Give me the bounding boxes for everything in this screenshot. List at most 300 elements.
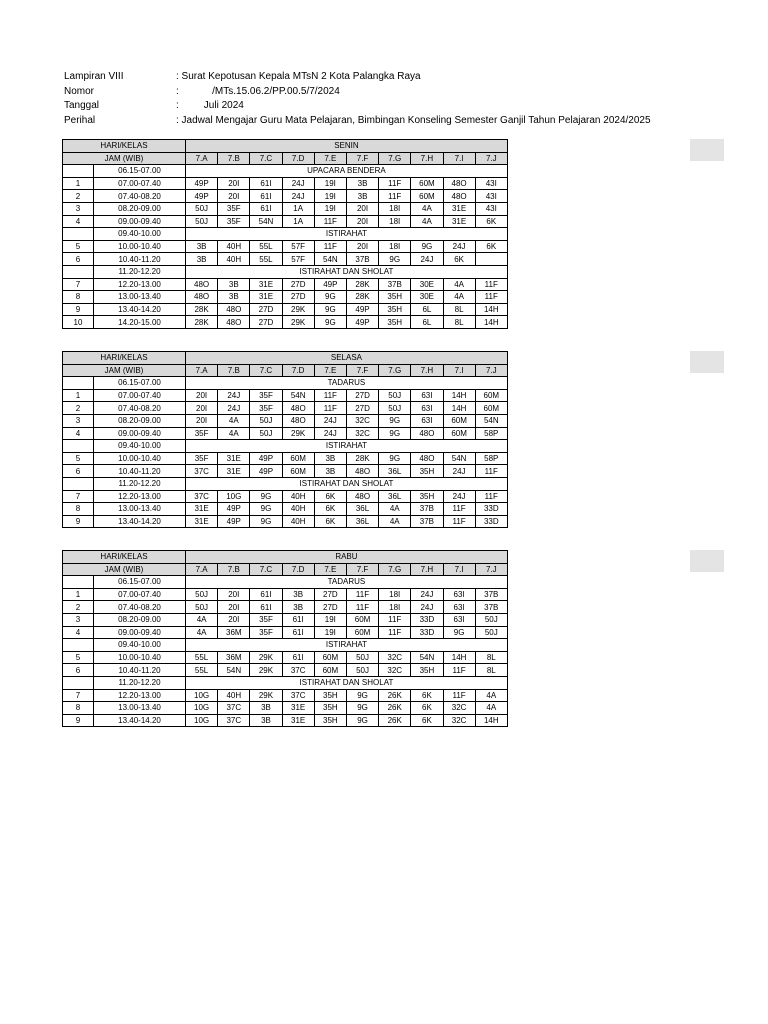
teacher-code-cell: 35H	[379, 303, 411, 316]
period-number-cell: 2	[63, 402, 94, 415]
teacher-code-cell: 11F	[314, 215, 346, 228]
header-row-day	[63, 352, 508, 365]
header-value: : Surat Kepotusan Kepala MTsN 2 Kota Palangka Raya	[176, 71, 421, 82]
teacher-code-cell: 20I	[346, 240, 378, 253]
header-row-classes	[63, 364, 508, 377]
teacher-code-cell: 24J	[411, 253, 443, 266]
teacher-code-cell: 54N	[411, 651, 443, 664]
period-number-cell: 9	[63, 714, 94, 727]
class-header-cell: 7.E	[314, 364, 346, 377]
activity-label-cell: ISTIRAHAT	[186, 440, 508, 453]
teacher-code-cell: 31E	[250, 278, 282, 291]
teacher-code-cell: 61I	[250, 202, 282, 215]
period-row	[63, 714, 508, 727]
hari-kelas-cell: HARI/KELAS	[63, 140, 186, 153]
teacher-code-cell: 6K	[411, 702, 443, 715]
teacher-code-cell: 55L	[186, 664, 218, 677]
teacher-code-cell: 40H	[218, 253, 250, 266]
document-header	[64, 70, 651, 128]
teacher-code-cell: 10G	[186, 689, 218, 702]
teacher-code-cell: 33D	[475, 515, 507, 528]
teacher-code-cell: 11F	[379, 177, 411, 190]
teacher-code-cell: 3B	[346, 177, 378, 190]
class-header-cell: 7.H	[411, 364, 443, 377]
teacher-code-cell: 4A	[475, 702, 507, 715]
teacher-code-cell: 50J	[475, 613, 507, 626]
activity-label-cell: TADARUS	[186, 377, 508, 390]
period-number-cell: 7	[63, 490, 94, 503]
class-header-cell: 7.J	[475, 563, 507, 576]
teacher-code-cell: 48O	[218, 316, 250, 329]
teacher-code-cell: 37C	[282, 689, 314, 702]
teacher-code-cell: 28K	[346, 278, 378, 291]
teacher-code-cell: 8L	[475, 664, 507, 677]
teacher-code-cell: 43I	[475, 177, 507, 190]
header-shade	[690, 351, 724, 373]
break-row	[63, 639, 508, 652]
teacher-code-cell: 61I	[282, 613, 314, 626]
time-cell: 13.00-13.40	[94, 291, 186, 304]
class-header-cell: 7.B	[218, 152, 250, 165]
teacher-code-cell: 63I	[411, 389, 443, 402]
teacher-code-cell: 24J	[443, 465, 475, 478]
period-row	[63, 202, 508, 215]
teacher-code-cell: 20I	[218, 190, 250, 203]
teacher-code-cell: 55L	[186, 651, 218, 664]
teacher-code-cell: 6K	[314, 515, 346, 528]
teacher-code-cell: 37B	[411, 515, 443, 528]
teacher-code-cell: 60M	[475, 402, 507, 415]
teacher-code-cell: 43I	[475, 202, 507, 215]
time-cell: 07.40-08.20	[94, 601, 186, 614]
teacher-code-cell: 4A	[218, 414, 250, 427]
period-row	[63, 402, 508, 415]
teacher-code-cell: 35F	[250, 613, 282, 626]
period-number-cell: 1	[63, 588, 94, 601]
teacher-code-cell: 24J	[218, 402, 250, 415]
teacher-code-cell: 20I	[186, 402, 218, 415]
teacher-code-cell: 9G	[379, 427, 411, 440]
teacher-code-cell: 9G	[411, 240, 443, 253]
teacher-code-cell: 49P	[346, 303, 378, 316]
schedule-table-class7	[62, 351, 508, 528]
teacher-code-cell: 14H	[475, 714, 507, 727]
class-header-cell: 7.D	[282, 152, 314, 165]
time-cell: 13.00-13.40	[94, 702, 186, 715]
time-cell: 09.40-10.00	[94, 440, 186, 453]
teacher-code-cell: 37C	[282, 664, 314, 677]
teacher-code-cell: 35H	[411, 490, 443, 503]
teacher-code-cell: 37B	[475, 588, 507, 601]
teacher-code-cell: 4A	[186, 613, 218, 626]
teacher-code-cell: 60M	[411, 190, 443, 203]
teacher-code-cell: 31E	[186, 503, 218, 516]
teacher-code-cell: 54N	[218, 664, 250, 677]
period-number-cell: 5	[63, 240, 94, 253]
time-cell: 10.00-10.40	[94, 452, 186, 465]
period-number-cell: 9	[63, 515, 94, 528]
time-cell: 11.20-12.20	[94, 676, 186, 689]
class-header-cell: 7.I	[443, 364, 475, 377]
teacher-code-cell: 37B	[379, 278, 411, 291]
class-header-cell: 7.A	[186, 364, 218, 377]
teacher-code-cell: 63I	[443, 601, 475, 614]
teacher-code-cell: 58P	[475, 452, 507, 465]
teacher-code-cell: 19I	[314, 177, 346, 190]
teacher-code-cell: 36M	[218, 626, 250, 639]
class-header-cell: 7.J	[475, 152, 507, 165]
teacher-code-cell: 31E	[218, 452, 250, 465]
teacher-code-cell: 50J	[379, 402, 411, 415]
class-header-cell: 7.J	[475, 364, 507, 377]
teacher-code-cell: 11F	[443, 689, 475, 702]
teacher-code-cell: 61I	[250, 177, 282, 190]
period-number-cell: 10	[63, 316, 94, 329]
teacher-code-cell: 35F	[218, 215, 250, 228]
time-cell: 13.40-14.20	[94, 515, 186, 528]
teacher-code-cell: 36L	[379, 490, 411, 503]
teacher-code-cell: 54N	[475, 414, 507, 427]
teacher-code-cell: 35H	[314, 689, 346, 702]
header-label: Nomor	[64, 85, 95, 97]
time-cell: 12.20-13.00	[94, 490, 186, 503]
class-header-cell: 7.G	[379, 152, 411, 165]
teacher-code-cell: 24J	[314, 414, 346, 427]
teacher-code-cell: 49P	[218, 503, 250, 516]
period-number-cell: 8	[63, 503, 94, 516]
period-number-cell: 2	[63, 190, 94, 203]
class-header-cell: 7.G	[379, 364, 411, 377]
period-number-cell	[63, 477, 94, 490]
activity-label-cell: ISTIRAHAT	[186, 228, 508, 241]
teacher-code-cell: 11F	[314, 389, 346, 402]
teacher-code-cell: 14H	[443, 651, 475, 664]
teacher-code-cell: 9G	[379, 414, 411, 427]
teacher-code-cell: 40H	[282, 515, 314, 528]
teacher-code-cell: 8L	[443, 303, 475, 316]
period-row	[63, 291, 508, 304]
teacher-code-cell: 4A	[379, 515, 411, 528]
class-header-cell: 7.D	[282, 364, 314, 377]
teacher-code-cell: 6K	[411, 714, 443, 727]
time-cell: 10.00-10.40	[94, 240, 186, 253]
teacher-code-cell: 29K	[250, 689, 282, 702]
period-row	[63, 465, 508, 478]
class-header-cell: 7.E	[314, 563, 346, 576]
period-row	[63, 689, 508, 702]
teacher-code-cell: 19I	[314, 190, 346, 203]
teacher-code-cell: 31E	[218, 465, 250, 478]
teacher-code-cell: 6K	[475, 240, 507, 253]
time-cell: 10.00-10.40	[94, 651, 186, 664]
period-number-cell: 5	[63, 651, 94, 664]
time-cell: 06.15-07.00	[94, 377, 186, 390]
teacher-code-cell: 37C	[186, 490, 218, 503]
teacher-code-cell: 19I	[314, 613, 346, 626]
class-header-cell: 7.C	[250, 563, 282, 576]
time-cell: 10.40-11.20	[94, 465, 186, 478]
teacher-code-cell: 24J	[443, 240, 475, 253]
teacher-code-cell: 35F	[250, 402, 282, 415]
period-number-cell	[63, 639, 94, 652]
teacher-code-cell: 18I	[379, 215, 411, 228]
teacher-code-cell: 6K	[475, 215, 507, 228]
teacher-code-cell: 20I	[218, 613, 250, 626]
teacher-code-cell: 4A	[411, 202, 443, 215]
teacher-code-cell: 57F	[282, 240, 314, 253]
teacher-code-cell: 57F	[282, 253, 314, 266]
period-number-cell: 1	[63, 177, 94, 190]
teacher-code-cell: 32C	[346, 427, 378, 440]
teacher-code-cell: 32C	[379, 651, 411, 664]
teacher-code-cell: 18I	[379, 202, 411, 215]
class-header-cell: 7.H	[411, 152, 443, 165]
teacher-code-cell: 11F	[346, 588, 378, 601]
period-row	[63, 316, 508, 329]
time-cell: 09.40-10.00	[94, 228, 186, 241]
class-header-cell: 7.C	[250, 364, 282, 377]
teacher-code-cell: 37C	[218, 702, 250, 715]
teacher-code-cell: 4A	[218, 427, 250, 440]
teacher-code-cell: 35F	[250, 389, 282, 402]
teacher-code-cell: 28K	[346, 452, 378, 465]
teacher-code-cell: 50J	[250, 414, 282, 427]
period-number-cell: 5	[63, 452, 94, 465]
teacher-code-cell: 48O	[218, 303, 250, 316]
teacher-code-cell: 9G	[379, 253, 411, 266]
header-row-perihal	[64, 114, 651, 129]
teacher-code-cell: 14H	[475, 316, 507, 329]
header-row-classes	[63, 152, 508, 165]
teacher-code-cell: 27D	[250, 303, 282, 316]
teacher-code-cell: 49P	[186, 190, 218, 203]
period-row	[63, 414, 508, 427]
teacher-code-cell: 4A	[443, 291, 475, 304]
class-header-cell: 7.C	[250, 152, 282, 165]
teacher-code-cell: 49P	[314, 278, 346, 291]
teacher-code-cell: 35H	[314, 714, 346, 727]
teacher-code-cell: 30E	[411, 291, 443, 304]
teacher-code-cell: 4A	[186, 626, 218, 639]
class-header-cell: 7.B	[218, 364, 250, 377]
teacher-code-cell: 18I	[379, 588, 411, 601]
time-cell: 09.00-09.40	[94, 626, 186, 639]
teacher-code-cell: 6K	[314, 490, 346, 503]
teacher-code-cell: 9G	[314, 316, 346, 329]
time-cell: 07.00-07.40	[94, 588, 186, 601]
teacher-code-cell: 40H	[282, 503, 314, 516]
teacher-code-cell: 27D	[314, 601, 346, 614]
activity-label-cell: ISTIRAHAT DAN SHOLAT	[186, 477, 508, 490]
teacher-code-cell: 33D	[475, 503, 507, 516]
teacher-code-cell: 61I	[250, 190, 282, 203]
period-row	[63, 253, 508, 266]
teacher-code-cell: 20I	[218, 601, 250, 614]
class-header-cell: 7.F	[346, 152, 378, 165]
header-shade	[690, 550, 724, 572]
period-row	[63, 601, 508, 614]
hari-kelas-cell: HARI/KELAS	[63, 352, 186, 365]
teacher-code-cell: 32C	[443, 702, 475, 715]
time-cell: 09.40-10.00	[94, 639, 186, 652]
teacher-code-cell: 37B	[411, 503, 443, 516]
teacher-code-cell: 60M	[475, 389, 507, 402]
teacher-code-cell: 40H	[282, 490, 314, 503]
teacher-code-cell: 40H	[218, 240, 250, 253]
teacher-code-cell: 32C	[379, 664, 411, 677]
teacher-code-cell: 28K	[346, 291, 378, 304]
time-cell: 07.40-08.20	[94, 402, 186, 415]
teacher-code-cell: 1A	[282, 215, 314, 228]
teacher-code-cell: 29K	[282, 427, 314, 440]
teacher-code-cell: 26K	[379, 689, 411, 702]
period-number-cell: 6	[63, 664, 94, 677]
header-value: : Juli 2024	[176, 100, 244, 111]
teacher-code-cell: 33D	[411, 626, 443, 639]
teacher-code-cell: 48O	[282, 414, 314, 427]
teacher-code-cell: 63I	[411, 414, 443, 427]
time-cell: 11.20-12.20	[94, 265, 186, 278]
class-header-cell: 7.A	[186, 563, 218, 576]
teacher-code-cell: 9G	[250, 490, 282, 503]
teacher-code-cell: 54N	[314, 253, 346, 266]
teacher-code-cell: 9G	[379, 452, 411, 465]
teacher-code-cell: 6L	[411, 303, 443, 316]
break-row	[63, 228, 508, 241]
teacher-code-cell: 31E	[443, 215, 475, 228]
break-row	[63, 377, 508, 390]
break-row	[63, 576, 508, 589]
period-row	[63, 215, 508, 228]
teacher-code-cell: 40H	[218, 689, 250, 702]
teacher-code-cell: 35F	[186, 452, 218, 465]
period-number-cell: 3	[63, 202, 94, 215]
teacher-code-cell: 48O	[346, 465, 378, 478]
teacher-code-cell: 48O	[411, 427, 443, 440]
teacher-code-cell: 20I	[218, 177, 250, 190]
jam-cell: JAM (WIB)	[63, 152, 186, 165]
class-header-cell: 7.I	[443, 152, 475, 165]
teacher-code-cell: 50J	[346, 651, 378, 664]
teacher-code-cell: 20I	[346, 202, 378, 215]
teacher-code-cell: 50J	[186, 601, 218, 614]
teacher-code-cell: 58P	[475, 427, 507, 440]
period-number-cell	[63, 576, 94, 589]
teacher-code-cell: 20I	[218, 588, 250, 601]
header-row-day	[63, 551, 508, 564]
teacher-code-cell: 49P	[250, 452, 282, 465]
teacher-code-cell: 37B	[475, 601, 507, 614]
time-cell: 07.40-08.20	[94, 190, 186, 203]
teacher-code-cell: 54N	[443, 452, 475, 465]
teacher-code-cell: 14H	[475, 303, 507, 316]
teacher-code-cell: 3B	[186, 240, 218, 253]
teacher-code-cell: 50J	[186, 215, 218, 228]
teacher-code-cell: 11F	[475, 291, 507, 304]
period-number-cell	[63, 165, 94, 178]
day-name-cell: SENIN	[186, 140, 508, 153]
teacher-code-cell: 28K	[186, 303, 218, 316]
period-number-cell: 3	[63, 414, 94, 427]
teacher-code-cell: 50J	[186, 202, 218, 215]
teacher-code-cell: 48O	[186, 291, 218, 304]
teacher-code-cell: 48O	[443, 190, 475, 203]
time-cell: 13.00-13.40	[94, 503, 186, 516]
teacher-code-cell: 48O	[411, 452, 443, 465]
teacher-code-cell: 11F	[475, 278, 507, 291]
period-number-cell	[63, 676, 94, 689]
teacher-code-cell: 3B	[218, 278, 250, 291]
teacher-code-cell: 20I	[186, 389, 218, 402]
teacher-code-cell	[475, 253, 507, 266]
teacher-code-cell: 60M	[443, 414, 475, 427]
teacher-code-cell: 31E	[250, 291, 282, 304]
day-name-cell: RABU	[186, 551, 508, 564]
teacher-code-cell: 9G	[443, 626, 475, 639]
time-cell: 12.20-13.00	[94, 278, 186, 291]
period-row	[63, 651, 508, 664]
teacher-code-cell: 6K	[443, 253, 475, 266]
time-cell: 13.40-14.20	[94, 303, 186, 316]
teacher-code-cell: 63I	[443, 588, 475, 601]
period-number-cell: 2	[63, 601, 94, 614]
teacher-code-cell: 20I	[346, 215, 378, 228]
time-cell: 12.20-13.00	[94, 689, 186, 702]
time-cell: 08.20-09.00	[94, 202, 186, 215]
header-label: Lampiran VIII	[64, 71, 124, 82]
teacher-code-cell: 11F	[314, 402, 346, 415]
teacher-code-cell: 63I	[411, 402, 443, 415]
teacher-code-cell: 9G	[250, 515, 282, 528]
teacher-code-cell: 4A	[443, 278, 475, 291]
class-header-cell: 7.F	[346, 364, 378, 377]
teacher-code-cell: 24J	[282, 190, 314, 203]
teacher-code-cell: 24J	[411, 588, 443, 601]
teacher-code-cell: 18I	[379, 240, 411, 253]
period-number-cell: 4	[63, 427, 94, 440]
teacher-code-cell: 9G	[314, 303, 346, 316]
header-row-classes	[63, 563, 508, 576]
period-number-cell: 6	[63, 465, 94, 478]
teacher-code-cell: 37B	[346, 253, 378, 266]
teacher-code-cell: 11F	[475, 490, 507, 503]
class-header-cell: 7.G	[379, 563, 411, 576]
teacher-code-cell: 9G	[346, 702, 378, 715]
period-row	[63, 177, 508, 190]
period-number-cell: 7	[63, 278, 94, 291]
teacher-code-cell: 60M	[282, 465, 314, 478]
teacher-code-cell: 1A	[282, 202, 314, 215]
teacher-code-cell: 8L	[443, 316, 475, 329]
teacher-code-cell: 60M	[282, 452, 314, 465]
teacher-code-cell: 3B	[282, 588, 314, 601]
period-number-cell: 1	[63, 389, 94, 402]
teacher-code-cell: 24J	[282, 177, 314, 190]
time-cell: 09.00-09.40	[94, 215, 186, 228]
period-row	[63, 240, 508, 253]
time-cell: 06.15-07.00	[94, 165, 186, 178]
period-number-cell: 8	[63, 291, 94, 304]
period-row	[63, 190, 508, 203]
teacher-code-cell: 50J	[186, 588, 218, 601]
teacher-code-cell: 26K	[379, 714, 411, 727]
teacher-code-cell: 11F	[379, 190, 411, 203]
teacher-code-cell: 28K	[186, 316, 218, 329]
teacher-code-cell: 50J	[346, 664, 378, 677]
time-cell: 06.15-07.00	[94, 576, 186, 589]
time-cell: 07.00-07.40	[94, 177, 186, 190]
teacher-code-cell: 50J	[475, 626, 507, 639]
